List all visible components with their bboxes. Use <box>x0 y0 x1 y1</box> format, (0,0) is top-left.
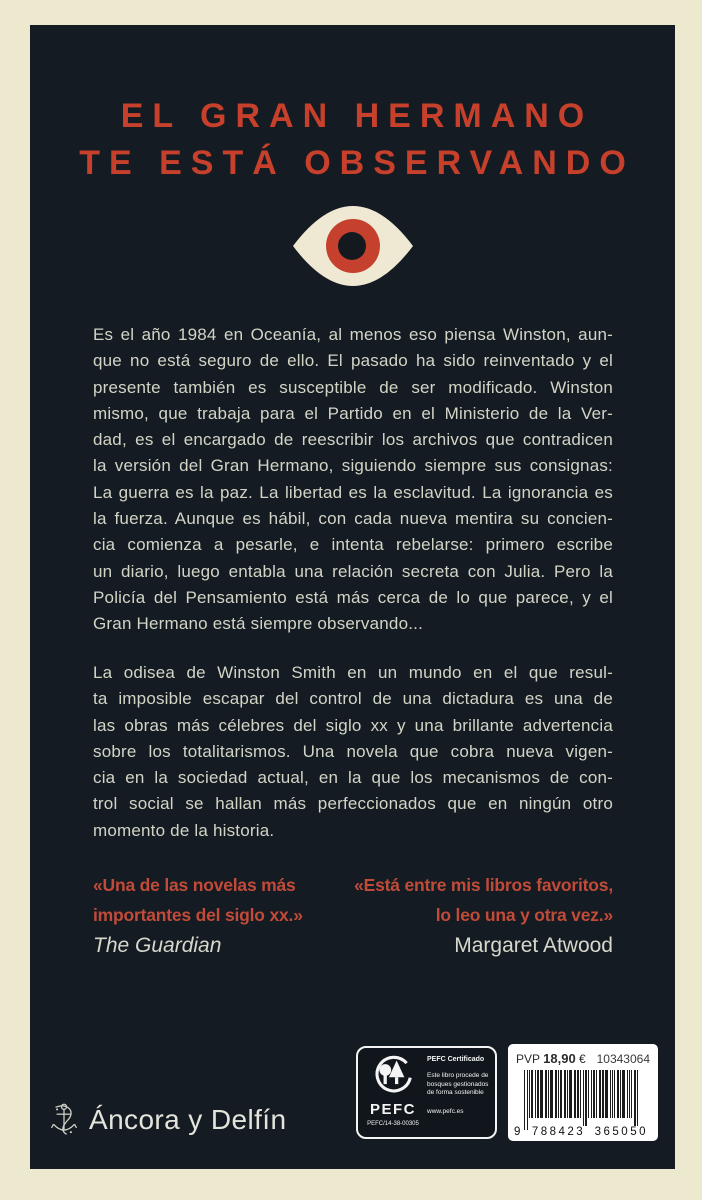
syn-line: mismo, que trabaja para el Partido en el Ministerio de la Ver- <box>93 403 613 423</box>
q-line: «Está entre mis libros favoritos, <box>354 875 613 895</box>
quote-margaret-atwood <box>353 871 613 961</box>
headline-line2: TE ESTÁ OBSERVANDO <box>79 144 635 182</box>
syn-line: presente también es susceptible de ser modificado. Winston <box>93 377 613 397</box>
ean-left-group: 788423 <box>531 1126 586 1138</box>
pefc-logo-column <box>364 1053 422 1132</box>
pefc-line: de forma sostenible <box>427 1089 484 1096</box>
syn-line: la versión del Gran Hermano, siguiendo siempre sus consignas: <box>93 456 613 476</box>
syn-line: cia comienza a pesarle, e intenta rebelarse: primero escribe <box>93 535 613 555</box>
quote-attribution: The Guardian <box>93 934 222 957</box>
syn-line: dad, es el encargado de reescribir los archivos que contradicen <box>93 430 613 450</box>
syn-line: trol social se hallan más perfeccionados que en ningún otro <box>93 794 613 814</box>
ean-barcode <box>516 1070 650 1132</box>
pefc-line: bosques gestionados <box>427 1080 489 1088</box>
anchor-dolphin-emblem <box>48 1102 80 1138</box>
cover-headline <box>30 93 675 187</box>
pefc-heading: PEFC Certificado <box>427 1056 485 1063</box>
quote-attribution: Margaret Atwood <box>454 934 613 957</box>
syn-line: un diario, luego entabla una relación secreta con Julia. Pero la <box>93 561 613 581</box>
pefc-wordmark: PEFC <box>369 1101 416 1118</box>
pefc-line: Este libro procede de <box>427 1072 489 1079</box>
syn-line: Es el año 1984 en Oceanía, al menos eso piensa Winston, aun- <box>93 325 613 344</box>
ean-first-digit: 9 <box>514 1126 524 1138</box>
press-quotes <box>93 871 613 961</box>
currency-symbol: € <box>579 1052 586 1066</box>
synopsis-paragraph-1 <box>93 322 613 638</box>
syn-line: cia en la sociedad actual, en la que los mecanismos de con- <box>93 768 613 788</box>
pefc-certification-badge <box>356 1046 497 1139</box>
edition-code: 10343064 <box>596 1052 650 1066</box>
q-line: lo leo una y otra vez.» <box>435 904 613 925</box>
price-label: PVP <box>516 1052 540 1066</box>
pefc-description <box>427 1072 489 1098</box>
barcode-header <box>516 1051 650 1066</box>
ean-digits <box>514 1126 650 1138</box>
pefc-url: www.pefc.es <box>427 1107 464 1115</box>
syn-line: que no está seguro de ello. El pasado ha sido reinventado y el <box>93 351 613 371</box>
syn-line: ta imposible escapar del control de una dictadura es una de <box>93 689 613 709</box>
pefc-trees-logo <box>371 1053 415 1100</box>
pefc-cert-code: PEFC/14-38-00305 <box>367 1121 419 1127</box>
price <box>516 1051 586 1066</box>
ean-right-group: 365050 <box>594 1126 648 1138</box>
quote-text <box>93 871 353 930</box>
syn-line: la fuerza. Aunque es hábil, con cada nueva mentira su concien- <box>93 509 613 529</box>
cover-panel <box>30 25 675 1169</box>
q-line: «Una de las novelas más <box>93 875 296 895</box>
syn-line: las obras más célebres del siglo xx y una brillante advertencia <box>93 715 613 735</box>
quote-the-guardian <box>93 871 353 961</box>
quote-text <box>353 871 613 930</box>
pefc-text-column <box>422 1053 489 1132</box>
syn-line: sobre los totalitarismos. Una novela que cobra nueva vigen- <box>93 741 613 761</box>
price-barcode-label <box>508 1044 658 1141</box>
syn-line: Gran Hermano está siempre observando... <box>93 614 424 634</box>
syn-line: La guerra es la paz. La libertad es la esclavitud. La ignorancia es <box>93 482 613 502</box>
headline-line1: EL GRAN HERMANO <box>120 97 594 135</box>
imprint-name: Áncora y Delfín <box>89 1104 287 1135</box>
synopsis-paragraph-2 <box>93 660 613 844</box>
syn-line: La odisea de Winston Smith en un mundo en el que resul- <box>93 663 613 682</box>
syn-line: Policía del Pensamiento está más cerca de lo que parece, y el <box>93 587 613 607</box>
syn-line: momento de la historia. <box>93 820 275 840</box>
q-line: importantes del siglo xx.» <box>93 904 303 925</box>
price-value: 18,90 <box>543 1051 576 1066</box>
big-brother-eye-icon <box>290 205 416 287</box>
publisher-imprint <box>48 1102 286 1138</box>
